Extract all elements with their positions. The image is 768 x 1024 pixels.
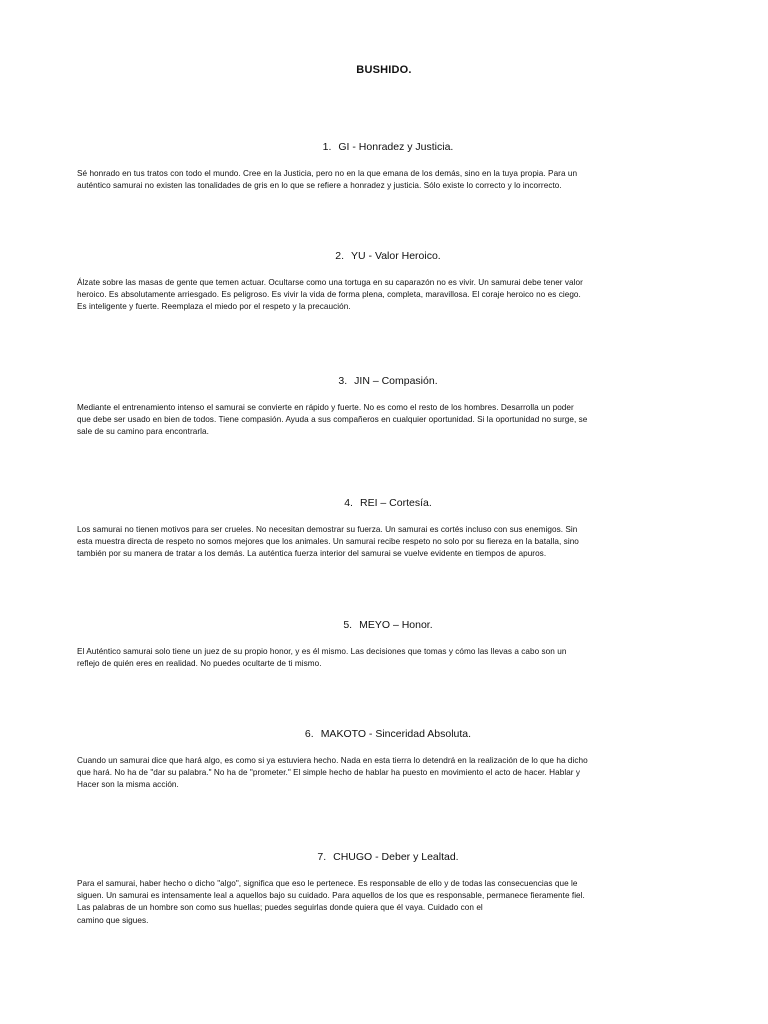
section-number: 4.	[344, 497, 353, 509]
section-number: 7.	[317, 851, 327, 863]
section-title: GI - Honradez y Justicia.	[338, 141, 454, 153]
body-line: Hacer son la misma acción.	[77, 780, 179, 790]
body-line: Las palabras de un hombre son como sus huellas; puedes seguirlas donde quiera que él vaya. Cuidado con el	[77, 903, 483, 913]
section-jin	[77, 375, 689, 439]
body-line: auténtico samurai no existen las tonalidades de gris en lo que se refiere a honradez y justicia. Sólo existe lo correcto y lo incorrecto.	[77, 181, 562, 191]
section-title: REI – Cortesía.	[359, 497, 432, 509]
section-number: 1.	[322, 141, 332, 153]
section-body	[77, 277, 689, 314]
body-line: El Auténtico samurai solo tiene un juez de su propio honor, y es él mismo. Las decisiones que tomas y cómo las llevas a cabo son un	[77, 647, 567, 656]
body-line: que debe ser usado en bien de todos. Tiene compasión. Ayuda a sus compañeros en cualquier oportunidad. Si la oportunidad no surge, se	[77, 415, 588, 425]
body-line: Es inteligente y fuerte. Reemplaza el miedo por el respeto y la precaución.	[77, 302, 351, 312]
section-chugo	[77, 851, 689, 927]
body-line: Cuando un samurai dice que hará algo, es como si ya estuviera hecho. Nada en esta tierra lo detendrá en la realización de lo que ha dicho	[77, 756, 588, 765]
body-line: sale de su camino para encontrarla.	[77, 427, 209, 437]
section-body	[77, 168, 689, 192]
section-number: 3.	[338, 375, 348, 387]
body-line: Los samurai no tienen motivos para ser crueles. No necesitan demostrar su fuerza. Un samurai es cortés incluso con sus enemigos. Sin	[77, 525, 578, 534]
body-line: Para el samurai, haber hecho o dicho "algo", significa que eso le pertenece. Es responsable de ello y de todas las consecuencias que le	[77, 879, 578, 888]
section-body	[77, 878, 689, 927]
section-number: 2.	[335, 250, 345, 262]
section-body	[77, 755, 689, 792]
body-line: Mediante el entrenamiento intenso el samurai se convierte en rápido y fuerte. No es como el resto de los hombres. Desarrolla un poder	[77, 403, 574, 412]
section-heading	[77, 497, 689, 510]
section-meyo	[77, 619, 689, 670]
body-line: siguen. Un samurai es intensamente leal a aquellos bajo su cuidado. Para aquellos de los que es responsable, permanece fieramente fiel.	[77, 891, 585, 901]
body-line: Álzate sobre las masas de gente que temen actuar. Ocultarse como una tortuga en su caparazón no es vivir. Un samurai debe tener valor	[77, 278, 583, 287]
section-title: YU - Valor Heroico.	[351, 250, 441, 262]
body-line: que hará. No ha de "dar su palabra." No ha de "prometer." El simple hecho de hablar ha puesto en movimiento el acto de hacer. Hablar y	[77, 768, 581, 778]
section-heading	[77, 851, 689, 864]
body-line: esta muestra directa de respeto no somos mejores que los animales. Un samurai recibe respeto no solo por su fiereza en la batalla, sino	[77, 537, 579, 547]
section-title: CHUGO - Deber y Lealtad.	[333, 851, 459, 863]
document-title: BUSHIDO.	[356, 64, 412, 76]
section-heading	[77, 375, 689, 388]
body-line: camino que sigues.	[77, 915, 149, 925]
section-heading	[77, 728, 689, 741]
section-title: MAKOTO - Sinceridad Absoluta.	[320, 728, 472, 740]
section-title: MEYO – Honor.	[359, 619, 433, 631]
section-number: 6.	[304, 728, 314, 740]
body-line: reflejo de quién eres en realidad. No puedes ocultarte de ti mismo.	[77, 659, 322, 669]
section-rei	[77, 497, 689, 561]
body-line: Sé honrado en tus tratos con todo el mundo. Cree en la Justicia, pero no en la que emana de los demás, sino en la tuya propia. Para un	[77, 169, 578, 178]
section-body	[77, 402, 689, 439]
section-heading	[77, 250, 689, 263]
section-gi	[77, 141, 689, 192]
body-line: también por su manera de tratar a los demás. La auténtica fuerza interior del samurai se vuelve evidente en tiempos de apuros.	[77, 549, 547, 559]
section-title: JIN – Compasión.	[354, 375, 438, 387]
section-heading	[77, 619, 689, 632]
body-line: heroico. Es absolutamente arriesgado. Es peligroso. Es vivir la vida de forma plena, completa, maravillosa. El coraje heroico no es ciego.	[77, 290, 581, 300]
section-number: 5.	[343, 619, 353, 631]
section-makoto	[77, 728, 689, 792]
section-body	[77, 646, 689, 670]
section-yu	[77, 250, 689, 314]
section-body	[77, 524, 689, 561]
section-heading	[77, 141, 689, 154]
